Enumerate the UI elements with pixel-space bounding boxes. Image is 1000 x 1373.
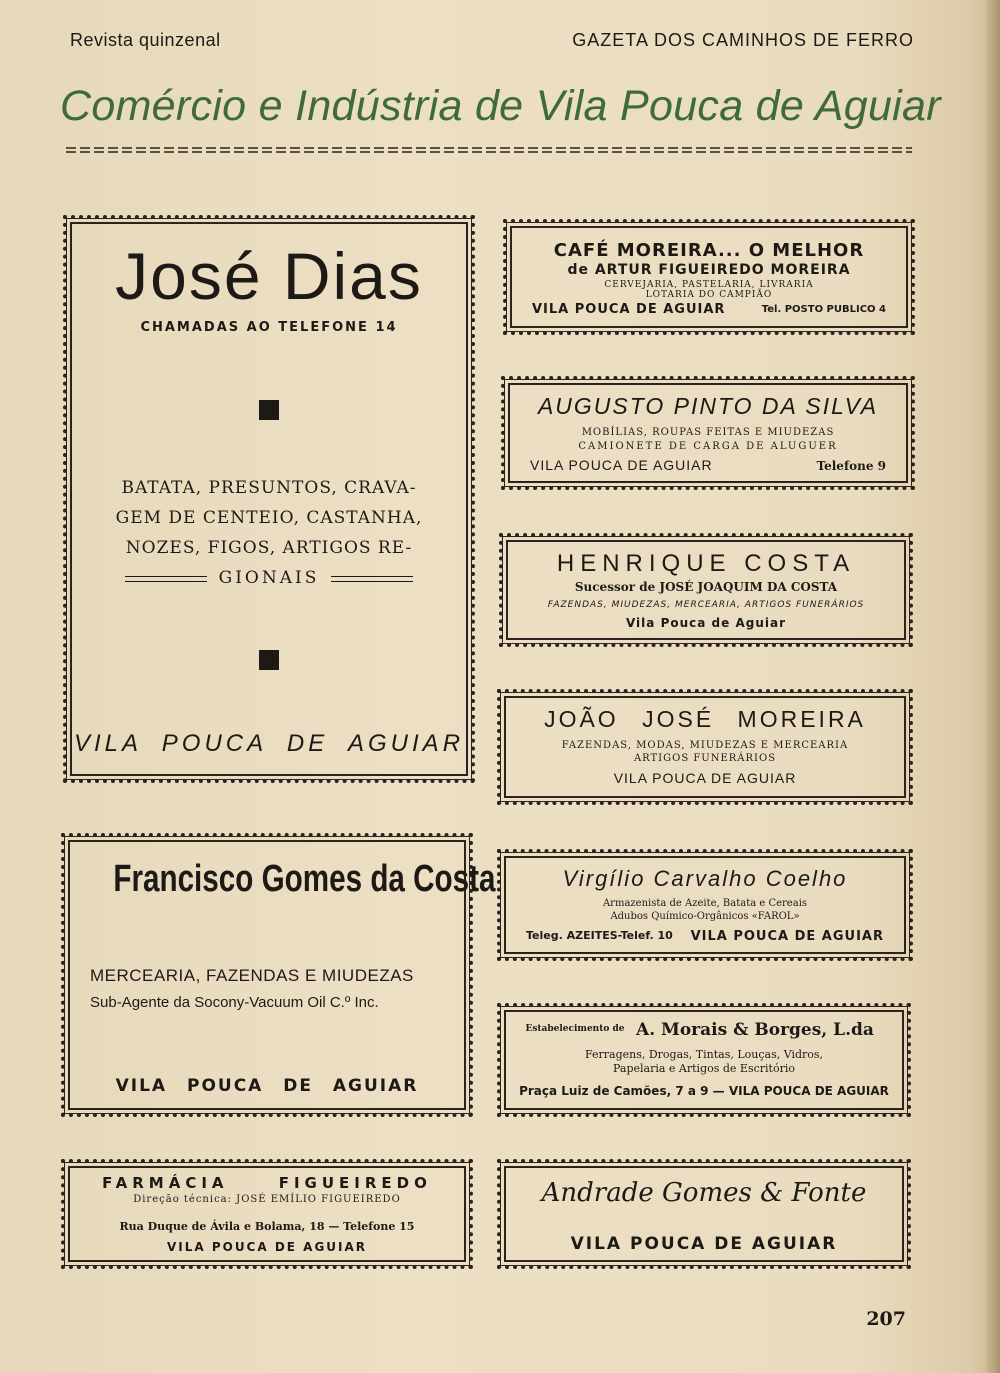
ad-owner: de ARTUR FIGUEIREDO MOREIRA xyxy=(567,262,851,278)
bullet-square xyxy=(259,400,279,420)
ad-name: FARMÁCIA FIGUEIREDO xyxy=(102,1174,432,1192)
page-spine xyxy=(986,0,1000,1373)
ad-name: Virgílio Carvalho Coelho xyxy=(562,866,848,891)
ad-morais-borges xyxy=(504,1010,904,1110)
ad-jose-dias xyxy=(70,222,468,776)
ad-farmacia-figueiredo xyxy=(68,1166,466,1262)
ad-line: Papelaria e Artigos de Escritório xyxy=(613,1062,795,1075)
ad-town: VILA POUCA DE AGUIAR xyxy=(530,457,713,473)
ad-town: Vila Pouca de Aguiar xyxy=(625,616,786,630)
ad-name: Andrade Gomes & Fonte xyxy=(541,1178,867,1208)
ad-town: VILA POUCA DE AGUIAR xyxy=(166,1240,368,1254)
ad-name: JOÃO JOSÉ MOREIRA xyxy=(544,706,866,732)
ad-products-last xyxy=(72,568,466,588)
bullet-square xyxy=(259,650,279,670)
ad-telegraph: Teleg. AZEITES-Telef. 10 xyxy=(526,929,673,942)
ad-name: A. Morais & Borges, L.da xyxy=(636,1020,874,1040)
ad-line: Direção técnica: JOSÉ EMÍLIO FIGUEIREDO xyxy=(133,1194,401,1205)
ad-line: LOTARIA DO CAMPIÃO xyxy=(645,290,773,300)
ad-virgilio-carvalho-coelho xyxy=(504,856,906,954)
ad-line: Armazenista de Azeite, Batata e Cereais xyxy=(602,898,808,909)
ad-town: VILA POUCA DE AGUIAR xyxy=(690,929,884,944)
ad-line: MOBÍLIAS, ROUPAS FEITAS E MIUDEZAS xyxy=(581,427,835,438)
ad-town: VILA POUCA DE AGUIAR xyxy=(73,730,465,757)
ad-products-line: NOZES, FIGOS, ARTIGOS RE- xyxy=(125,538,413,558)
ad-phone: Tel. POSTO PUBLICO 4 xyxy=(761,304,886,315)
ad-products-line: GIONAIS xyxy=(218,568,320,588)
ad-henrique-costa xyxy=(506,540,906,640)
ad-products-line: BATATA, PRESUNTOS, CRAVA- xyxy=(121,478,417,498)
ad-andrade-gomes-fonte xyxy=(504,1166,904,1262)
decorative-rule xyxy=(331,576,413,582)
ad-line: Sub-Agente da Socony-Vacuum Oil C.º Inc. xyxy=(90,994,379,1011)
running-header-right: GAZETA DOS CAMINHOS DE FERRO xyxy=(572,30,914,50)
ad-francisco-gomes-da-costa xyxy=(68,840,496,1110)
ad-headline: CAFÉ MOREIRA... O MELHOR xyxy=(553,240,865,261)
ad-prefix: Estabelecimento de xyxy=(525,1024,625,1034)
ad-line: Adubos Químico-Orgânicos «FAROL» xyxy=(610,911,800,922)
ad-name: José Dias xyxy=(115,239,423,313)
ad-line: FAZENDAS, MODAS, MIUDEZAS E MERCEARIA xyxy=(561,740,849,751)
ad-phone: CHAMADAS AO TELEFONE 14 xyxy=(140,320,398,335)
ornamental-divider xyxy=(66,144,912,156)
ad-augusto-pinto-da-silva xyxy=(508,383,908,483)
ad-line: CERVEJARIA, PASTELARIA, LIVRARIA xyxy=(604,280,814,290)
ad-line: CAMIONETE DE CARGA DE ALUGUER xyxy=(578,441,838,452)
ad-address: Rua Duque de Ávila e Bolama, 18 — Telefone 15 xyxy=(119,1220,415,1233)
ad-address: Praça Luiz de Camões, 7 a 9 — VILA POUCA DE AGUIAR xyxy=(519,1084,889,1098)
ad-joao-jose-moreira xyxy=(504,696,906,798)
decorative-rule xyxy=(125,576,207,582)
ad-town: VILA POUCA DE AGUIAR xyxy=(570,1234,838,1254)
running-header-left: Revista quinzenal xyxy=(70,30,221,50)
ad-phone: Telefone 9 xyxy=(816,459,886,473)
ad-name: Francisco Gomes da Costa xyxy=(113,858,496,900)
ad-products-line: GEM DE CENTEIO, CASTANHA, xyxy=(115,508,423,528)
ad-name: HENRIQUE COSTA xyxy=(556,550,856,577)
ad-line: FAZENDAS, MIUDEZAS, MERCEARIA, ARTIGOS FUNERÁRIOS xyxy=(547,600,865,610)
ad-cafe-moreira xyxy=(510,226,908,328)
ad-name: AUGUSTO PINTO DA SILVA xyxy=(537,393,879,419)
page-number: 207 xyxy=(866,1308,906,1330)
ad-line: ARTIGOS FUNERÁRIOS xyxy=(633,753,777,764)
ad-town: VILA POUCA DE AGUIAR xyxy=(532,302,726,317)
page-title: Comércio e Indústria de Vila Pouca de Aguiar xyxy=(60,82,941,130)
ad-line: Sucessor de JOSÉ JOAQUIM DA COSTA xyxy=(574,580,838,594)
ad-line: MERCEARIA, FAZENDAS E MIUDEZAS xyxy=(90,966,414,985)
ad-town: VILA POUCA DE AGUIAR xyxy=(115,1076,419,1096)
ad-town: VILA POUCA DE AGUIAR xyxy=(613,770,797,786)
ad-line: Ferragens, Drogas, Tintas, Louças, Vidros, xyxy=(584,1048,824,1061)
